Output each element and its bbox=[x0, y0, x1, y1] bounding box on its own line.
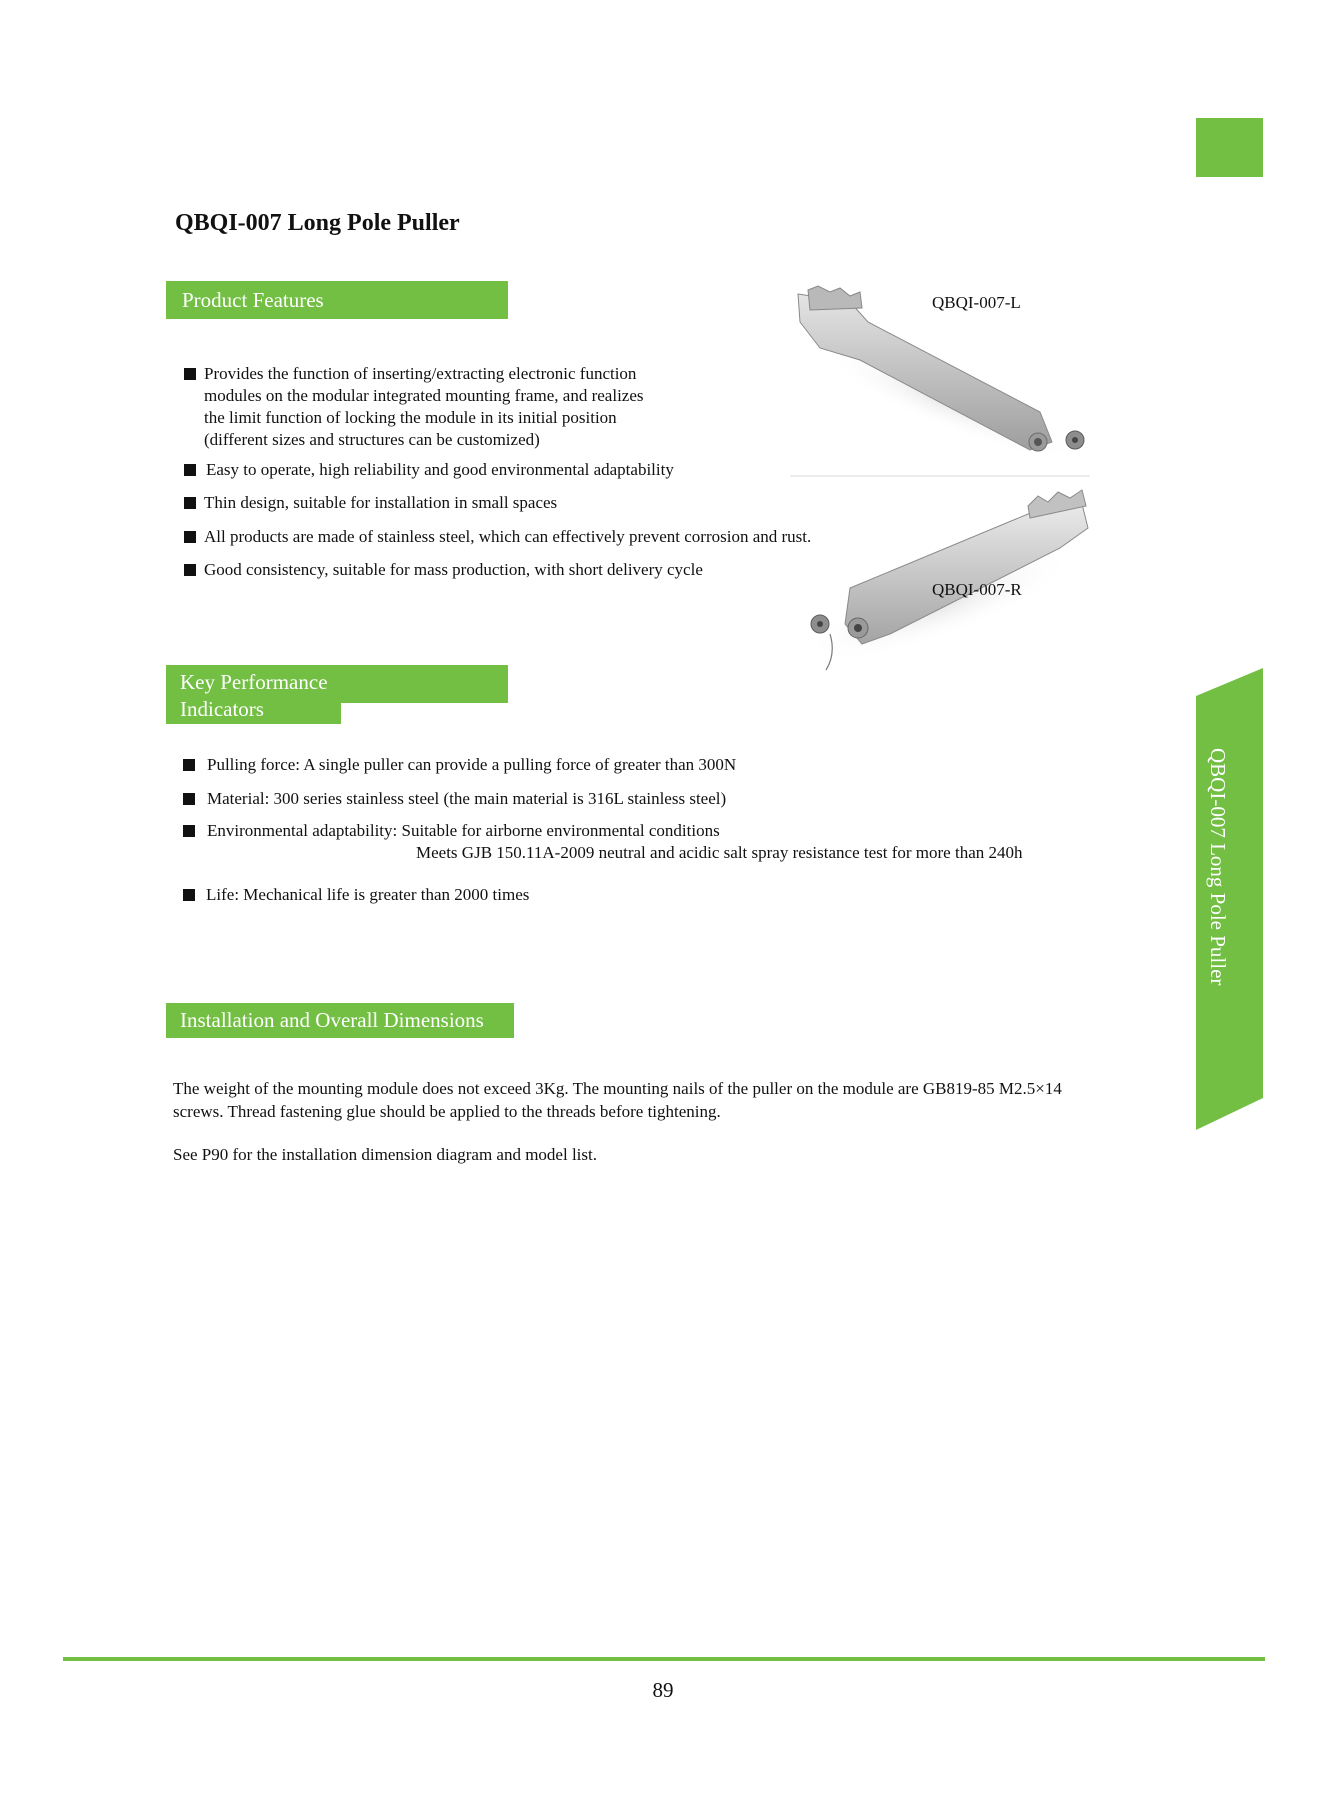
footer-rule bbox=[63, 1657, 1265, 1661]
bullet-square-icon bbox=[184, 368, 196, 380]
page-number: 89 bbox=[652, 1678, 674, 1702]
figure-label-right: QBQI-007-R bbox=[932, 580, 1022, 599]
installation-heading-label: Installation and Overall Dimensions bbox=[180, 1008, 484, 1032]
installation-paragraph-2: See P90 for the installation dimension diagram and model list. bbox=[173, 1145, 597, 1164]
feature-line: the limit function of locking the module in its initial position bbox=[204, 408, 617, 427]
bullet-square-icon bbox=[184, 531, 196, 543]
bullet-square-icon bbox=[184, 564, 196, 576]
feature-line: Good consistency, suitable for mass production, with short delivery cycle bbox=[204, 560, 703, 579]
bullet-square-icon bbox=[183, 889, 195, 901]
kpi-heading-line1: Key Performance bbox=[180, 670, 328, 694]
installation-heading bbox=[166, 1003, 514, 1038]
list-item bbox=[183, 884, 1023, 906]
features-heading bbox=[166, 281, 508, 319]
feature-line: Thin design, suitable for installation in small spaces bbox=[204, 493, 558, 512]
list-item bbox=[183, 754, 1023, 776]
list-item bbox=[183, 788, 1023, 810]
list-item bbox=[184, 559, 811, 581]
figure-label-left: QBQI-007-L bbox=[932, 293, 1021, 312]
bullet-square-icon bbox=[184, 497, 196, 509]
feature-line: modules on the modular integrated mounting frame, and realizes bbox=[204, 386, 644, 405]
page-title: QBQI-007 Long Pole Puller bbox=[175, 210, 460, 236]
list-item bbox=[184, 526, 811, 548]
kpi-line: Life: Mechanical life is greater than 2000 times bbox=[206, 885, 530, 904]
side-tab-label: QBQI-007 Long Pole Puller bbox=[1206, 748, 1230, 986]
bullet-square-icon bbox=[183, 793, 195, 805]
kpi-list bbox=[183, 754, 1023, 906]
features-heading-label: Product Features bbox=[182, 288, 324, 312]
feature-line: Easy to operate, high reliability and good environmental adaptability bbox=[206, 460, 674, 479]
kpi-line: Material: 300 series stainless steel (the main material is 316L stainless steel) bbox=[207, 789, 727, 808]
list-item bbox=[184, 492, 811, 514]
kpi-line: Environmental adaptability: Suitable for airborne environmental conditions bbox=[207, 821, 720, 840]
installation-paragraph-line: screws. Thread fastening glue should be applied to the threads before tightening. bbox=[173, 1102, 721, 1121]
list-item bbox=[184, 459, 811, 481]
feature-line: All products are made of stainless steel, which can effectively prevent corrosion and rust. bbox=[204, 527, 812, 546]
bullet-square-icon bbox=[183, 825, 195, 837]
kpi-heading-line2: Indicators bbox=[180, 697, 264, 721]
feature-line: (different sizes and structures can be customized) bbox=[204, 430, 540, 449]
bullet-square-icon bbox=[184, 464, 196, 476]
corner-tab bbox=[1196, 118, 1263, 177]
installation-paragraph-line: The weight of the mounting module does not exceed 3Kg. The mounting nails of the puller on the module are GB819-85 M2.5×14 bbox=[173, 1079, 1062, 1098]
list-item bbox=[183, 820, 1023, 864]
features-list bbox=[184, 363, 811, 581]
bullet-square-icon bbox=[183, 759, 195, 771]
list-item bbox=[184, 363, 811, 451]
feature-line: Provides the function of inserting/extracting electronic function bbox=[204, 364, 637, 383]
kpi-line: Pulling force: A single puller can provide a pulling force of greater than 300N bbox=[207, 755, 737, 774]
kpi-line: Meets GJB 150.11A-2009 neutral and acidic salt spray resistance test for more than 240h bbox=[416, 843, 1023, 862]
